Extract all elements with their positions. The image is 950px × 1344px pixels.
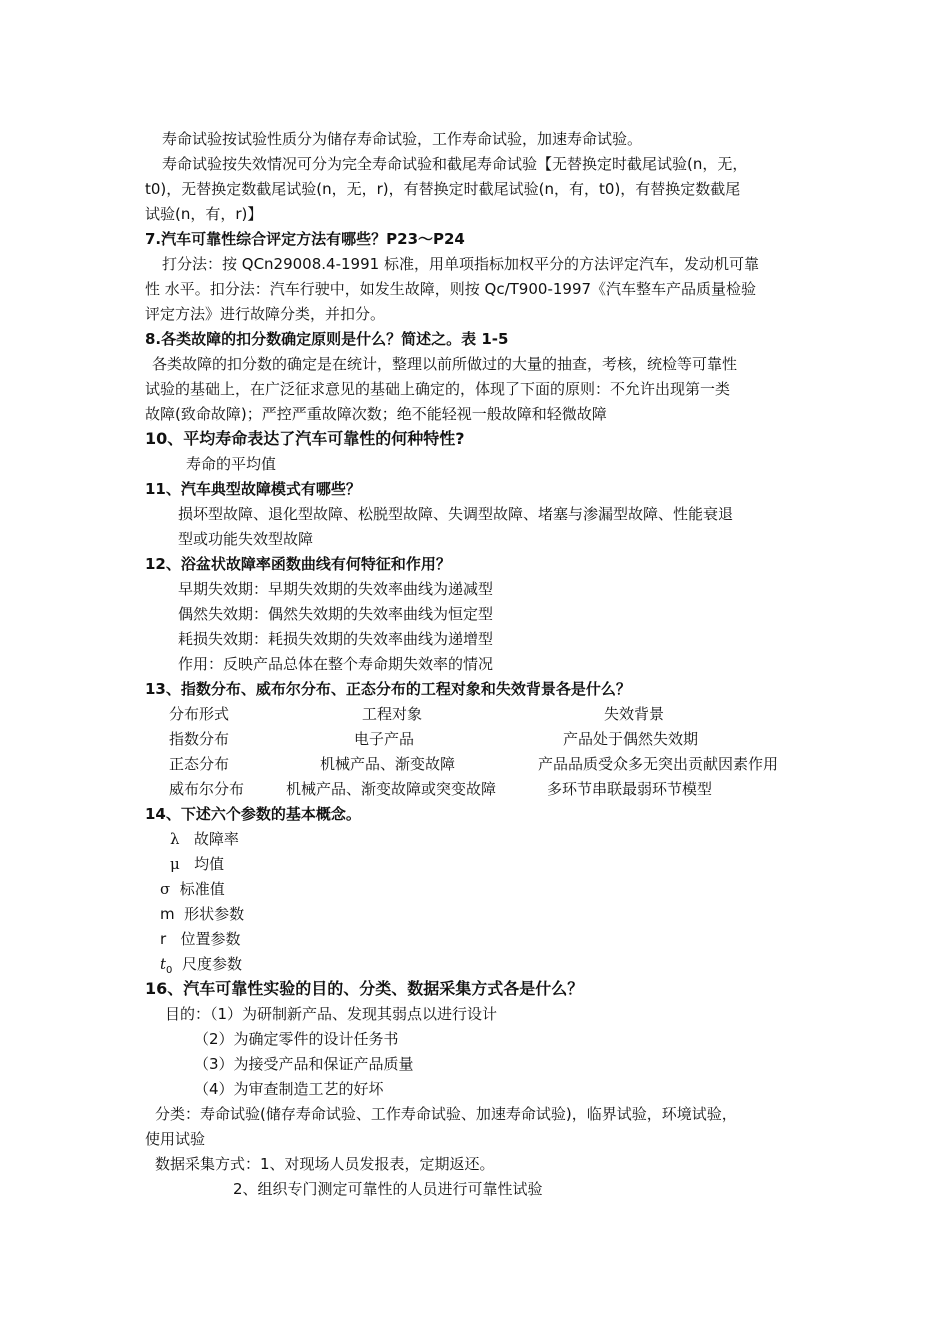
text-line: 早期失效期：早期失效期的失效率曲线为递减型: [178, 580, 494, 598]
text-line: 作用：反映产品总体在整个寿命期失效率的情况: [178, 655, 494, 673]
parameter-item: [160, 905, 244, 923]
text-line: 寿命的平均值: [186, 455, 277, 473]
parameter-item: [170, 855, 224, 873]
parameter-item: [160, 930, 241, 948]
table-cell: 机械产品、渐变故障: [320, 755, 456, 773]
parameter-symbol: σ: [160, 880, 171, 898]
question-heading: 8.各类故障的扣分数确定原则是什么？简述之。表 1-5: [145, 330, 509, 348]
text-line: 试验(n，有，r)】: [145, 205, 263, 223]
parameter-item: [170, 830, 239, 848]
text-line: 使用试验: [145, 1130, 206, 1148]
table-cell: 指数分布: [169, 730, 230, 748]
table-cell: 威布尔分布: [169, 780, 245, 798]
question-heading: 10、平均寿命表达了汽车可靠性的何种特性?: [145, 429, 465, 448]
table-cell: 正态分布: [169, 755, 230, 773]
parameter-symbol: t: [160, 955, 167, 973]
parameter-label: 尺度参数: [181, 955, 242, 973]
text-line: 寿命试验按试验性质分为储存寿命试验，工作寿命试验，加速寿命试验。: [162, 130, 643, 148]
parameter-item: [160, 880, 225, 898]
text-line: 目的：（1）为研制新产品、发现其弱点以进行设计: [165, 1005, 498, 1023]
parameter-label: 形状参数: [184, 905, 245, 923]
table-header-cell: 工程对象: [362, 705, 423, 723]
text-line: 偶然失效期：偶然失效期的失效率曲线为恒定型: [178, 605, 494, 623]
parameter-symbol: λ: [170, 830, 180, 848]
question-heading: 11、汽车典型故障模式有哪些？: [145, 480, 361, 498]
text-line: 评定方法》进行故障分类，并扣分。: [145, 305, 386, 323]
text-line: 耗损失效期：耗损失效期的失效率曲线为递增型: [178, 630, 494, 648]
text-line: 分类：寿命试验(储存寿命试验、工作寿命试验、加速寿命试验)，临界试验，环境试验，: [155, 1105, 737, 1123]
question-heading: 7.汽车可靠性综合评定方法有哪些？P23～P24: [145, 230, 465, 248]
parameter-label: 均值: [194, 855, 225, 873]
parameter-symbol: r: [160, 930, 167, 948]
text-line: 试验的基础上，在广泛征求意见的基础上确定的，体现了下面的原则：不允许出现第一类: [145, 380, 731, 398]
table-header-cell: 分布形式: [169, 705, 230, 723]
question-heading: 14、下述六个参数的基本概念。: [145, 805, 361, 823]
table-cell: 产品品质受众多无突出贡献因素作用: [538, 755, 779, 773]
question-heading: 12、浴盆状故障率函数曲线有何特征和作用？: [145, 555, 451, 573]
parameter-label: 标准值: [179, 880, 225, 898]
table-cell: 电子产品: [354, 730, 415, 748]
text-line: 性 水平。扣分法：汽车行驶中，如发生故障，则按 Qc/T900-1997《汽车整车产品质量检验: [145, 280, 757, 298]
text-line: 故障(致命故障)；严控严重故障次数；绝不能轻视一般故障和轻微故障: [145, 405, 607, 423]
text-line: 寿命试验按失效情况可分为完全寿命试验和截尾寿命试验【无替换定时截尾试验(n，无，: [162, 155, 748, 173]
text-line: 打分法：按 QCn29008.4-1991 标准，用单项指标加权平分的方法评定汽车，发动机可靠: [162, 255, 759, 273]
parameter-item: [160, 955, 242, 980]
parameter-symbol: μ: [170, 855, 180, 873]
parameter-label: 故障率: [193, 830, 239, 848]
table-cell: 机械产品、渐变故障或突变故障: [286, 780, 497, 798]
text-line: 各类故障的扣分数的确定是在统计，整理以前所做过的大量的抽查，考核，统检等可靠性: [152, 355, 738, 373]
question-heading: 16、汽车可靠性实验的目的、分类、数据采集方式各是什么？: [145, 979, 584, 998]
parameter-symbol: m: [160, 905, 175, 923]
table-cell: 多环节串联最弱环节模型: [547, 780, 713, 798]
text-line: 损坏型故障、退化型故障、松脱型故障、失调型故障、堵塞与渗漏型故障、性能衰退: [178, 505, 734, 523]
text-line: （4）为审查制造工艺的好坏: [194, 1080, 384, 1098]
text-line: t0)，无替换定数截尾试验(n，无，r)，有替换定时截尾试验(n，有，t0)，有替换定数截尾: [145, 180, 741, 198]
text-line: 数据采集方式：1、对现场人员发报表，定期返还。: [155, 1155, 495, 1173]
table-cell: 产品处于偶然失效期: [563, 730, 699, 748]
question-heading: 13、指数分布、威布尔分布、正态分布的工程对象和失效背景各是什么？: [145, 680, 631, 698]
text-line: （2）为确定零件的设计任务书: [194, 1030, 399, 1048]
table-header-cell: 失效背景: [604, 705, 665, 723]
text-line: 型或功能失效型故障: [178, 530, 314, 548]
text-line: （3）为接受产品和保证产品质量: [194, 1055, 414, 1073]
text-line: 2、组织专门测定可靠性的人员进行可靠性试验: [233, 1180, 543, 1198]
parameter-label: 位置参数: [180, 930, 241, 948]
parameter-subscript: 0: [166, 965, 173, 976]
